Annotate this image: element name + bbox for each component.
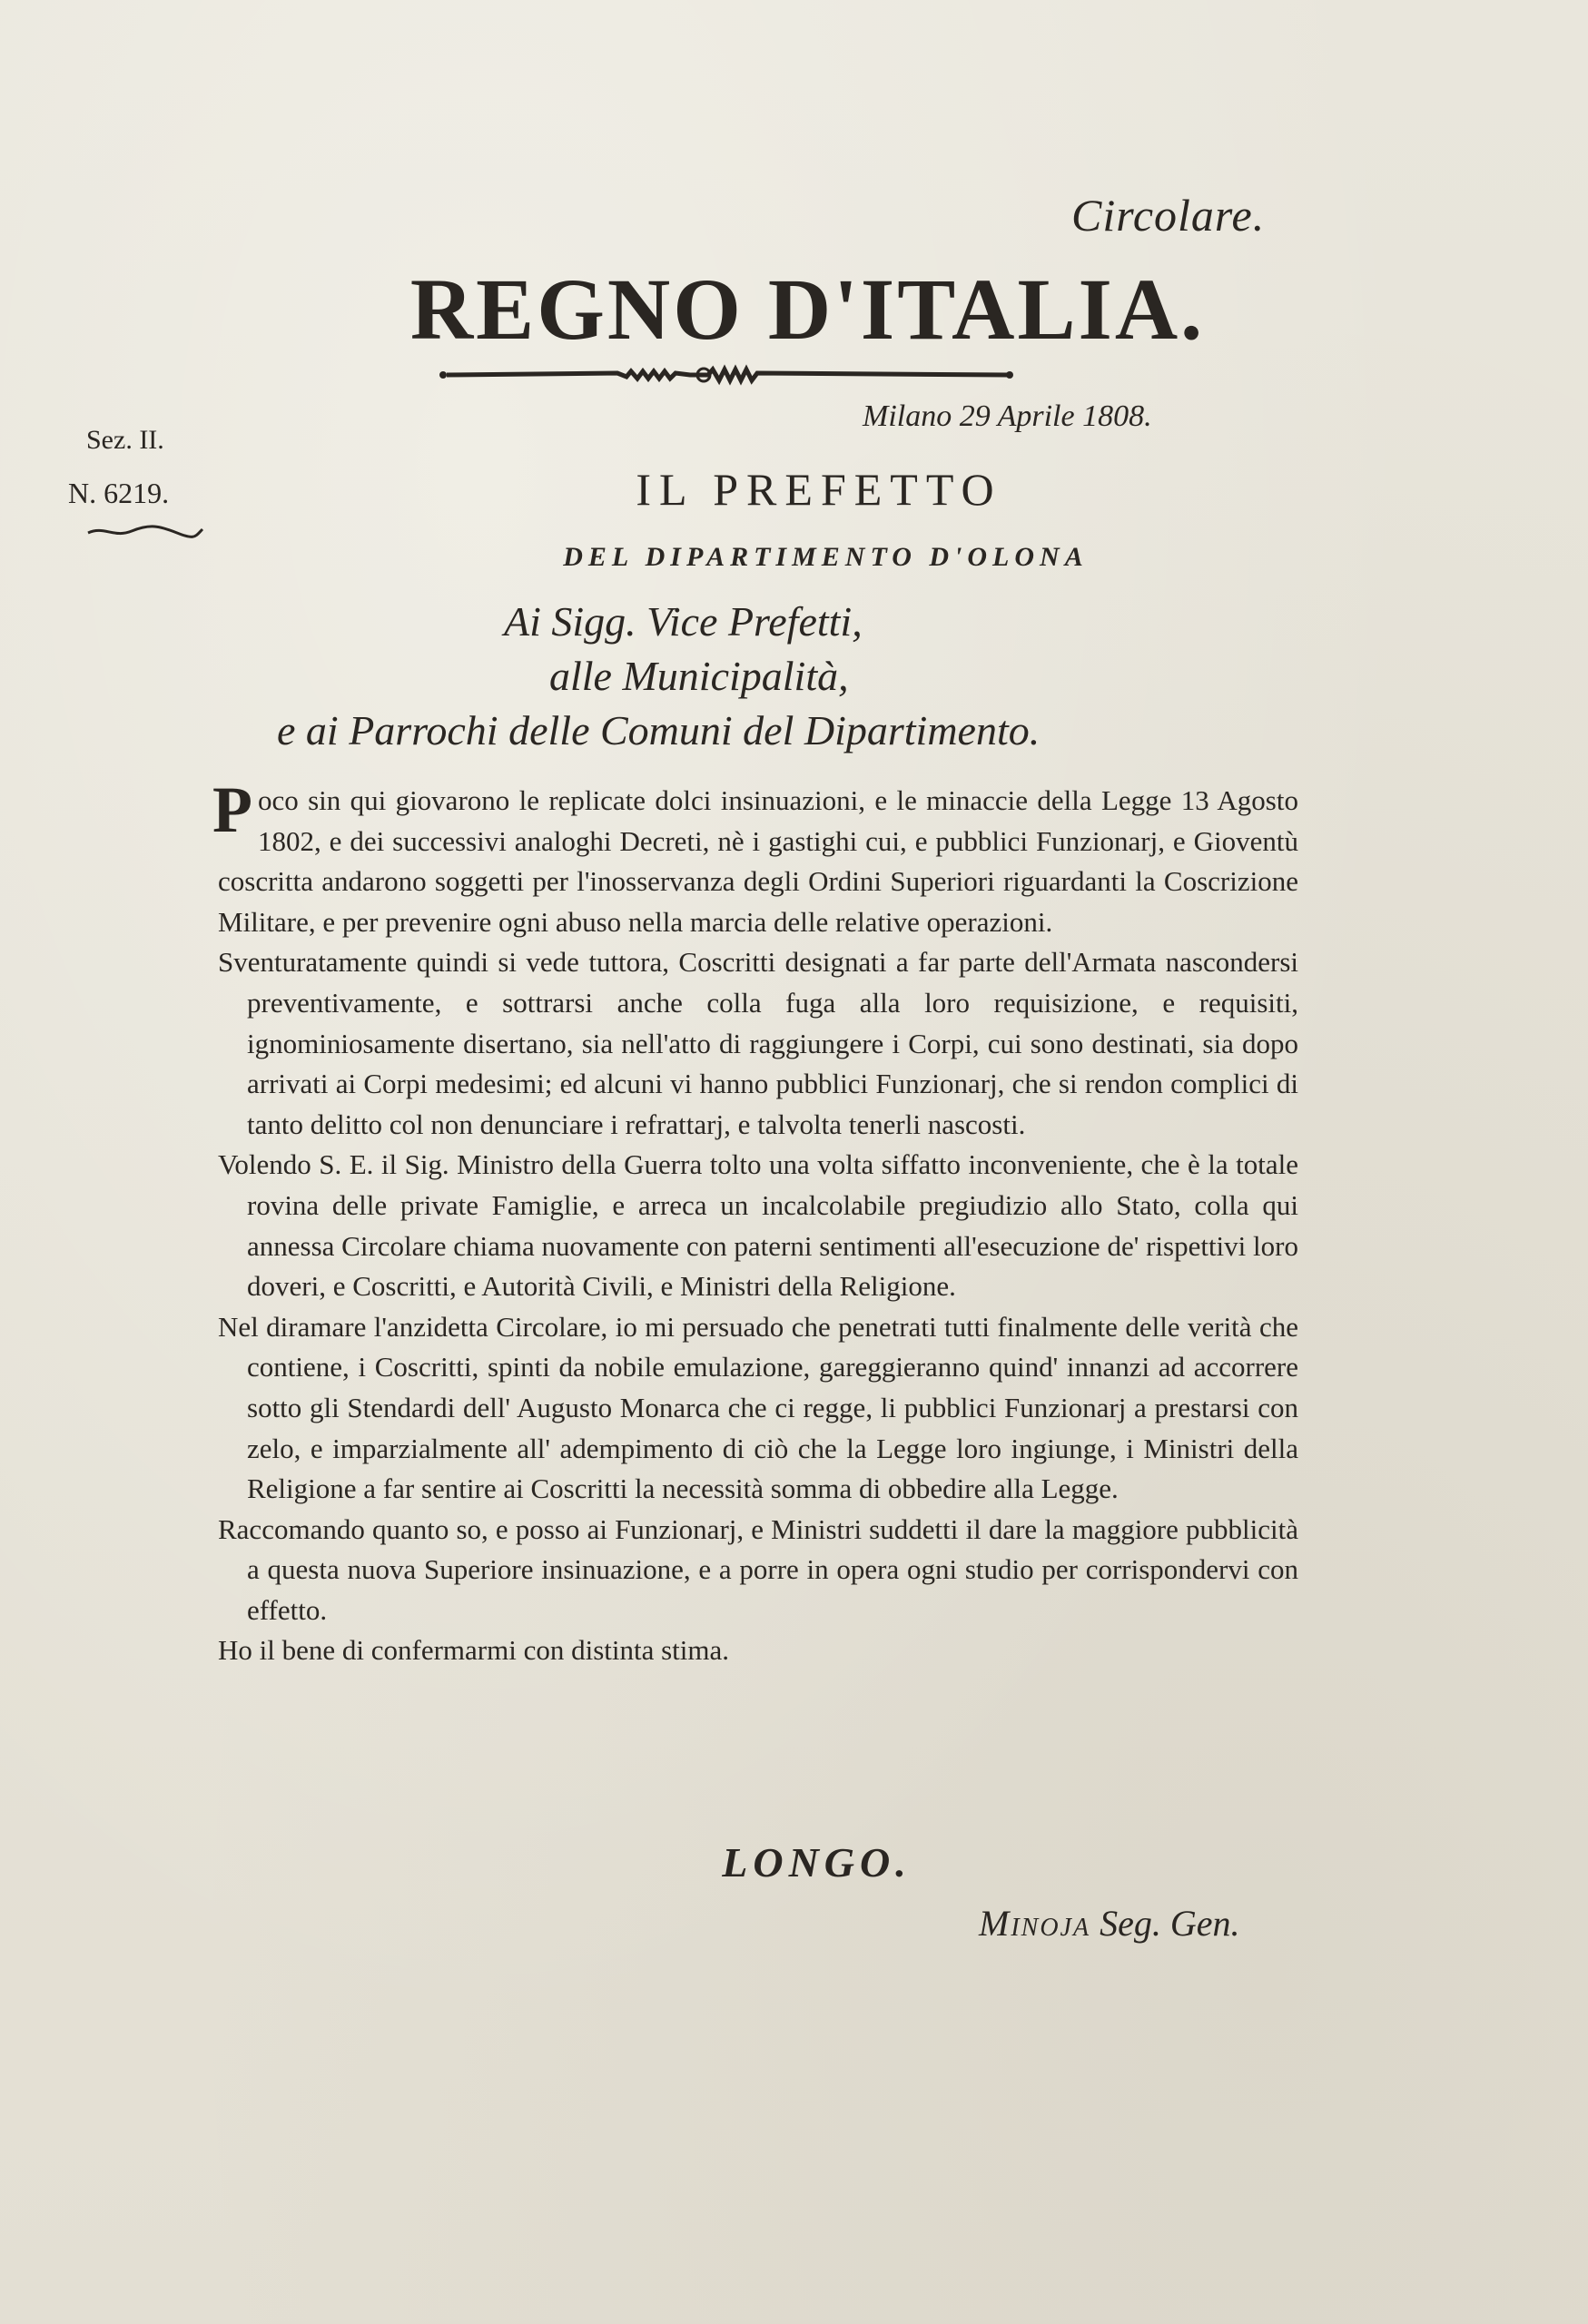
number-flourish — [86, 522, 204, 540]
paragraph-text: oco sin qui giovarono le replicate dolci insinuazioni, e le minaccie della Legge 13 Agosto 1802, e dei successivi analoghi Decreti, nè i gastighi cui, e pubblici Funzionarj, e Gioventù coscritta andarono soggetti per l'inosservanza degli Ordini Superiori riguardanti la Coscrizione Militare, e per prevenire ogni abuso nella marcia delle relative operazioni. — [218, 784, 1298, 938]
secretary-name: Minoja — [979, 1903, 1091, 1944]
body-paragraph: Raccomando quanto so, e posso ai Funzionarj, e Ministri suddetti il dare la maggiore pubblicità a questa nuova Superiore insinuazione, e a porre in opera ogni studio per corrispondervi con effetto. — [218, 1512, 1298, 1626]
protocol-number: N. 6219. — [68, 477, 170, 509]
body-paragraph: Ho il bene di confermarmi con distinta stima. — [218, 1634, 730, 1667]
body-paragraph: Volendo S. E. il Sig. Ministro della Guerra tolto una volta siffatto inconveniente, che è la totale rovina delle private Famiglie, e arreca un incalcolabile pregiudizio allo Stato, colla qui annessa Circolare chiama nuovamente con paterni sentimenti all'esecuzione de' rispettivi loro doveri, e Coscritti, e Autorità Civili, e Ministri della Religione. — [218, 1148, 1298, 1303]
secretary-signature — [979, 1902, 1239, 1945]
body-paragraph: Sventuratamente quindi si vede tuttora, Coscritti designati a far parte dell'Armata nascondersi preventivamente, e sottrarsi anche colla fuga alla loro requisizione, e requisiti, ignominiosamente disertano, sia nell'atto di raggiungere i Corpi, cui sono destinati, sia dopo arrivati ai Corpi medesimi; ed alcuni vi hanno pubblici Funzionarj, che si rendon complici di tanto delitto col non denunciare i refrattarj, e talvolta tenerli nascosti. — [218, 946, 1298, 1140]
circular-label: Circolare. — [1071, 190, 1266, 241]
place-and-date: Milano 29 Aprile 1808. — [863, 399, 1152, 433]
issuer-department: DEL DIPARTIMENTO D'OLONA — [563, 542, 1089, 572]
section-number: Sez. II. — [86, 425, 164, 455]
document-title: REGNO D'ITALIA. — [409, 261, 1206, 358]
body-paragraph — [212, 773, 1298, 942]
title-ornament-rule — [436, 357, 1017, 393]
prefect-signature: LONGO. — [722, 1839, 912, 1886]
addressee-line: Ai Sigg. Vice Prefetti, — [504, 598, 863, 645]
body-text — [212, 773, 1298, 1671]
drop-cap: P — [212, 773, 252, 846]
secretary-title: Seg. Gen. — [1100, 1903, 1240, 1944]
issuer-title: IL PREFETTO — [636, 464, 1002, 515]
addressee-line: alle Municipalità, — [549, 653, 849, 699]
addressee-line: e ai Parrochi delle Comuni del Dipartimento. — [277, 707, 1041, 753]
body-paragraph: Nel diramare l'anzidetta Circolare, io mi persuado che penetrati tutti finalmente delle verità che contiene, i Coscritti, spinti da nobile emulazione, gareggieranno quind' innanzi ad accorrere sotto gli Stendardi dell' Augusto Monarca che ci regge, li pubblici Funzionarj a prestarsi con zelo, e imparzialmente all' adempimento di ciò che la Legge loro ingiunge, i Ministri della Religione a far sentire ai Coscritti la necessità somma di obbedire alla Legge. — [218, 1310, 1298, 1505]
